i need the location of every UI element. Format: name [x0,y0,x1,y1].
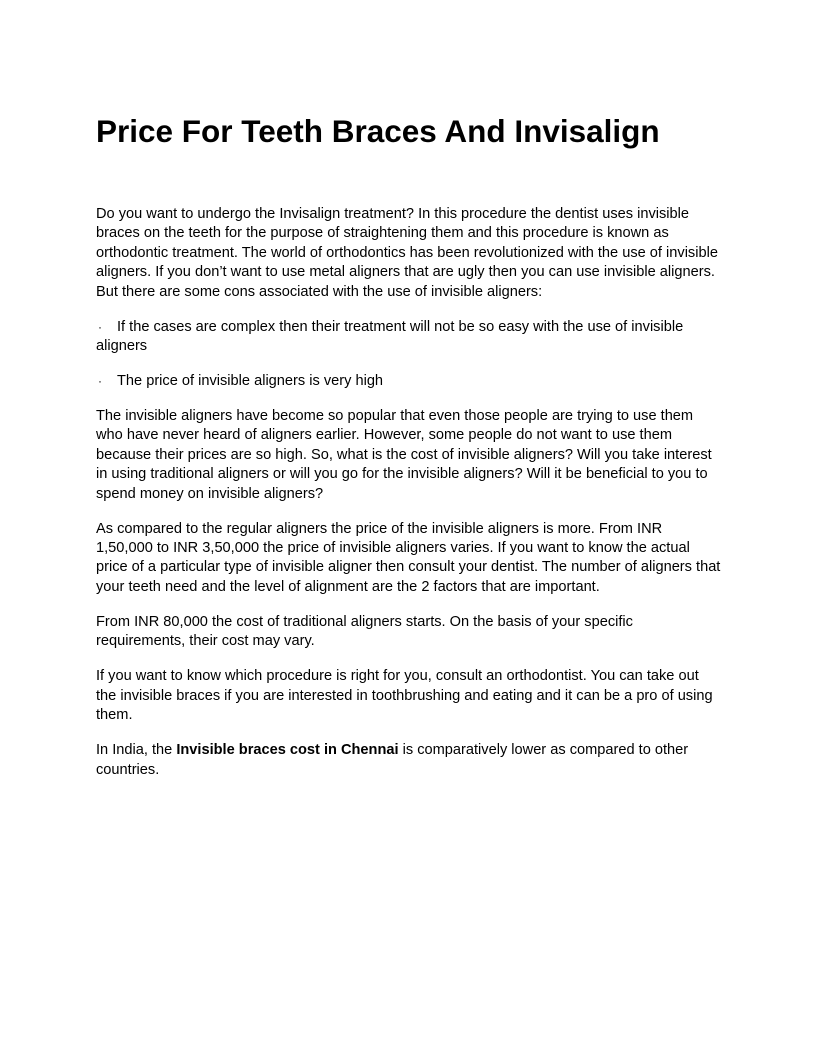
body-paragraph: If you want to know which procedure is right for you, consult an orthodontist. You can take out the invisible braces if you are interested in toothbrushing and eating and it can be a pro of using them. [96,668,713,724]
body-paragraph: As compared to the regular aligners the price of the invisible aligners is more. From INR 1,50,000 to INR 3,50,000 the price of invisible aligners varies. If you want to know the actual price of a particular type of invisible aligner then consult your dentist. The number of aligners that your teeth need and the level of alignment are the 2 factors that are important. [96,520,721,595]
bullet-icon: · [98,319,102,334]
intro-paragraph: Do you want to undergo the Invisalign treatment? In this procedure the dentist uses invisible braces on the teeth for the purpose of straightening them and this procedure is known as orthodontic treatment. The world of orthodontics has been revolutionized with the use of invisible aligners. If you don’t want to use metal aligners that are ugly then you can use invisible aligners. But there are some cons associated with the use of invisible aligners: [96,206,718,300]
list-item [96,318,722,357]
list-item [96,372,722,391]
document-title: Price For Teeth Braces And Invisalign [96,113,660,149]
list-item-text: If the cases are complex then their treatment will not be so easy with the use of invisible aligners [96,318,684,355]
list-item-text: The price of invisible aligners is very high [117,373,384,390]
document-body [96,205,722,796]
body-paragraph: From INR 80,000 the cost of traditional aligners starts. On the basis of your specific requirements, their cost may vary. [96,613,633,650]
body-paragraph: The invisible aligners have become so popular that even those people are trying to use them who have never heard of aligners earlier. However, some people do not want to use them because their prices are so high. So, what is the cost of invisible aligners? Will you take interest in using traditional aligners or will you go for the invisible aligners? Will it be beneficial to you to spend money on invisible aligners? [96,408,712,502]
closing-paragraph [96,741,722,780]
closing-suffix: is comparatively lower as compared to other countries. [96,742,689,778]
closing-keyword: Invisible braces cost in Chennai [176,742,399,759]
bullet-icon: · [98,374,102,389]
closing-prefix: In India, the [96,742,177,759]
